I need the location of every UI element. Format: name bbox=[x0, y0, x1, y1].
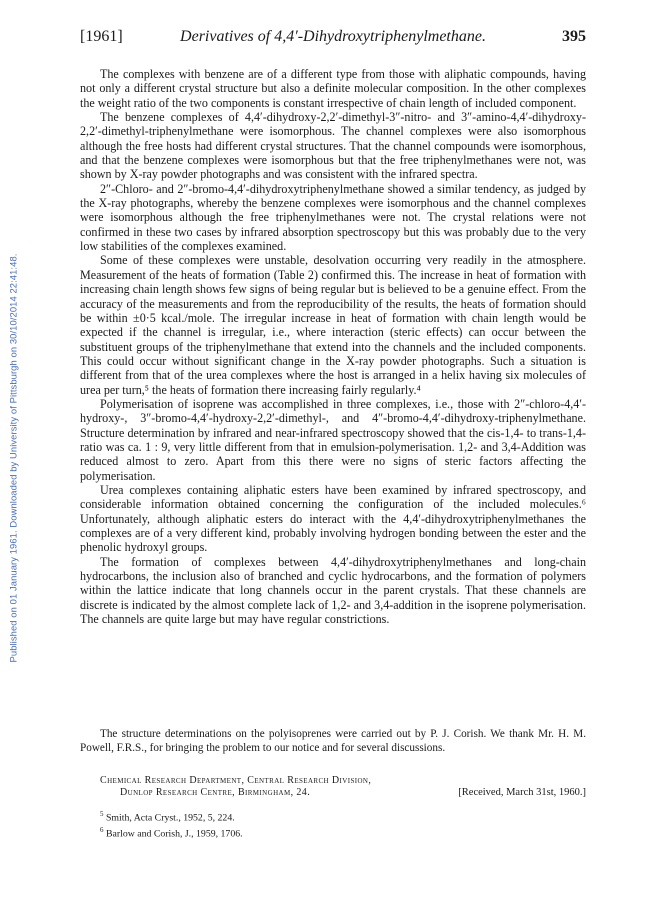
footnotes bbox=[100, 808, 243, 841]
footnote-text: Barlow and Corish, J., 1959, 1706. bbox=[105, 828, 243, 840]
received-date: [Received, March 31st, 1960.] bbox=[458, 787, 586, 799]
paragraph: The benzene complexes of 4,4′-dihydroxy-2,2′-dimethyl-3″-nitro- and 3″-amino-4,4′-dihydroxy-2,2′-dimethyl-triphenylmethane were isomorphous. The channel complexes were also isomorphous although the free hosts had different crystal structures. That the channel compounds were isomorphous, and that the benzene complexes were isomorphous but that the free triphenylmethanes were not, was shown by X-ray powder photographs and was consistent with the infrared spectra. bbox=[80, 110, 586, 182]
page-number: 395 bbox=[562, 28, 586, 45]
journal-year: [1961] bbox=[80, 28, 123, 45]
acknowledgement bbox=[80, 728, 586, 755]
paragraph: Polymerisation of isoprene was accomplished in three complexes, i.e., those with 2″-chloro-4,4′-hydroxy-, 3″-bromo-4,4′-hydroxy-2,2′-dimethyl-, and 4″-bromo-4,4′-dihydroxy-triphenylmethane. Structure determination by infrared and near-infrared spectroscopy showed that the cis-1,4- to trans-1,4-ratio was ca. 1 : 9, very little different from that in emulsion-polymerisation. 1,2- and 3,4-Addition was reduced almost to zero. Apart from this there were no signs of steric factors affecting the polymerisation. bbox=[80, 396, 586, 483]
paragraph: Urea complexes containing aliphatic esters have been examined by infrared spectroscopy, and considerable information obtained concerning the configuration of the included molecules.⁶ Unfortunately, although aliphatic esters do interact with the 4,4′-dihydroxytriphenylmethanes the complexes are of a very different kind, probably involving hydrogen bonding between the ester and the phenolic hydroxyl groups. bbox=[80, 482, 586, 555]
watermark-text: Published on 01 January 1961. Downloaded by University of Pittsburgh on 30/10/2014 22:41:48. bbox=[7, 253, 19, 663]
footnote-number: 5 bbox=[100, 810, 104, 818]
paragraph: 2″-Chloro- and 2″-bromo-4,4′-dihydroxytriphenylmethane showed a similar tendency, as judged by the X-ray photographs, whereby the benzene complexes were isomorphous and the channel complexes were isomorphous although the free triphenylmethanes were not. The crystal relations were not confirmed in these two cases by infrared absorption spectroscopy but this was probably due to the very low stabilities of the complexes examined. bbox=[80, 181, 586, 254]
footnote-number: 6 bbox=[100, 826, 104, 835]
paragraph: The complexes with benzene are of a different type from those with aliphatic compounds, having not only a different crystal structure but also a definite molecular composition. In the other complexes the weight ratio of the two components is constant irrespective of chain length of included component. bbox=[80, 67, 586, 110]
article-body bbox=[80, 67, 586, 626]
footnote bbox=[100, 824, 243, 840]
running-title: Derivatives of 4,4′-Dihydroxytriphenylmethane. bbox=[180, 28, 486, 45]
footnote-text: Smith, Acta Cryst., 1952, 5, 224. bbox=[105, 812, 235, 824]
affiliation-line-1: Chemical Research Department, Central Research Division, bbox=[100, 775, 372, 786]
paragraph: Some of these complexes were unstable, desolvation occurring very readily in the atmosphere. Measurement of the heats of formation (Table 2) confirmed this. The increase in heat of formation with increasing chain length shows few signs of being regular but is believed to be a genuine effect. From the accuracy of the measurements and from the reproducibility of the results, the heats of formation should be within ±0·5 kcal./mole. The irregular increase in heat of formation with chain length would be expected if the channel is irregular, i.e., where interaction (steric effects) can occur between the substituent groups of the triphenylmethane that extend into the channels and the included components. This could occur without significant change in the X-ray powder photographs. Such a situation is different from that of the urea complexes where the host is arranged in a helix having six molecules of urea per turn,⁵ the heats of formation there increasing fairly regularly.⁴ bbox=[80, 253, 586, 397]
paragraph: The formation of complexes between 4,4′-dihydroxytriphenylmethanes and long-chain hydrocarbons, the inclusion also of branched and cyclic hydrocarbons, and the formation of polymers within the lattice indicate that long channels occur in the parent crystals. That these channels are discrete is indicated by the almost complete lack of 1,2- and 3,4-addition in the isoprene polymerisation. The channels are quite large but may have regular constrictions. bbox=[80, 554, 586, 627]
footnote bbox=[100, 808, 243, 824]
acknowledgement-text: The structure determinations on the polyisoprenes were carried out by P. J. Corish. We thank Mr. H. M. Powell, F.R.S., for bringing the problem to our notice and for several discussions. bbox=[80, 728, 586, 754]
affiliation bbox=[100, 775, 586, 800]
affiliation-line-2: Dunlop Research Centre, Birmingham, 24. bbox=[120, 787, 311, 799]
download-watermark bbox=[0, 0, 26, 912]
page-header bbox=[80, 28, 586, 52]
